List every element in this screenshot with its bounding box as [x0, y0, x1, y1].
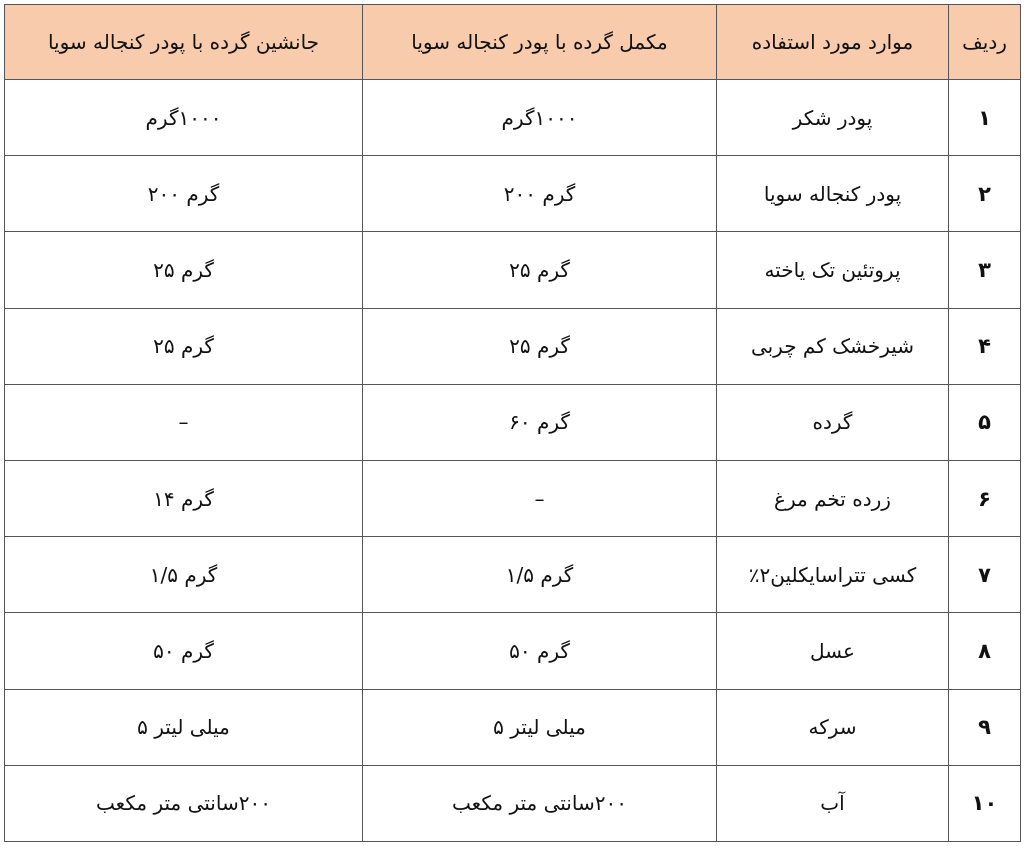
item-cell: پودر شکر	[717, 80, 949, 156]
item-cell: گرده	[717, 384, 949, 460]
substitute-cell: –	[5, 384, 363, 460]
table-row	[5, 689, 1021, 765]
row-number: ۸	[949, 613, 1021, 689]
table-row	[5, 308, 1021, 384]
table-row	[5, 80, 1021, 156]
table-row	[5, 460, 1021, 536]
supplement-cell: گرم ۶۰	[363, 384, 717, 460]
substitute-cell: میلی لیتر ۵	[5, 689, 363, 765]
row-number: ۹	[949, 689, 1021, 765]
item-cell: عسل	[717, 613, 949, 689]
row-number: ۴	[949, 308, 1021, 384]
row-number: ۲	[949, 156, 1021, 232]
row-number: ۶	[949, 460, 1021, 536]
supplement-cell: گرم ۲۵	[363, 232, 717, 308]
supplement-cell: میلی لیتر ۵	[363, 689, 717, 765]
row-number: ۳	[949, 232, 1021, 308]
supplement-cell: ۱۰۰۰گرم	[363, 80, 717, 156]
table-row	[5, 384, 1021, 460]
item-cell: سرکه	[717, 689, 949, 765]
header-row-number: ردیف	[949, 5, 1021, 80]
row-number: ۷	[949, 537, 1021, 613]
header-substitute: جانشین گرده با پودر کنجاله سویا	[5, 5, 363, 80]
table-body	[5, 80, 1021, 842]
item-cell: زرده تخم مرغ	[717, 460, 949, 536]
header-row	[5, 5, 1021, 80]
table-row	[5, 613, 1021, 689]
table-row	[5, 156, 1021, 232]
substitute-cell: گرم ۲۵	[5, 232, 363, 308]
table-row	[5, 232, 1021, 308]
substitute-cell: گرم ۲۰۰	[5, 156, 363, 232]
table-container	[4, 4, 1020, 842]
substitute-cell: گرم ۵۰	[5, 613, 363, 689]
supplement-cell: گرم ۵۰	[363, 613, 717, 689]
item-cell: کسی تتراسایکلین۲٪	[717, 537, 949, 613]
item-cell: آب	[717, 765, 949, 841]
item-cell: پودر کنجاله سویا	[717, 156, 949, 232]
table-header	[5, 5, 1021, 80]
ingredients-table	[4, 4, 1021, 842]
supplement-cell: –	[363, 460, 717, 536]
substitute-cell: گرم ۲۵	[5, 308, 363, 384]
substitute-cell: ۲۰۰سانتی متر مکعب	[5, 765, 363, 841]
item-cell: پروتئین تک یاخته	[717, 232, 949, 308]
substitute-cell: گرم ۱/۵	[5, 537, 363, 613]
header-supplement: مکمل گرده با پودر کنجاله سویا	[363, 5, 717, 80]
row-number: ۵	[949, 384, 1021, 460]
row-number: ۱	[949, 80, 1021, 156]
supplement-cell: ۲۰۰سانتی متر مکعب	[363, 765, 717, 841]
header-item: موارد مورد استفاده	[717, 5, 949, 80]
substitute-cell: گرم ۱۴	[5, 460, 363, 536]
item-cell: شیرخشک کم چربی	[717, 308, 949, 384]
row-number: ۱۰	[949, 765, 1021, 841]
table-row	[5, 537, 1021, 613]
substitute-cell: ۱۰۰۰گرم	[5, 80, 363, 156]
supplement-cell: گرم ۲۵	[363, 308, 717, 384]
supplement-cell: گرم ۱/۵	[363, 537, 717, 613]
table-row	[5, 765, 1021, 841]
supplement-cell: گرم ۲۰۰	[363, 156, 717, 232]
